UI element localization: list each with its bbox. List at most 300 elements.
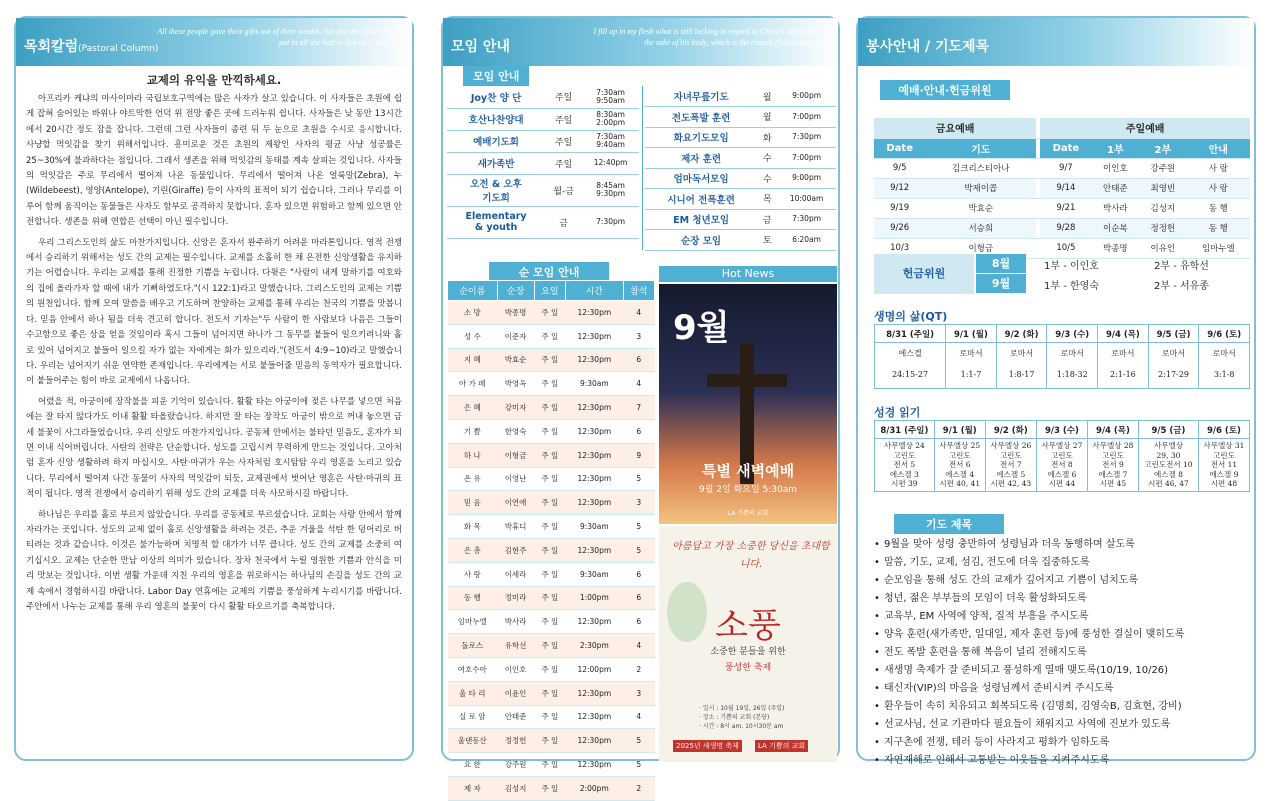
soon-cell: 박사라	[497, 610, 534, 634]
meeting-day: 금	[545, 206, 582, 238]
meeting-name: 새가족반	[447, 152, 545, 174]
soon-cell: 강미자	[497, 396, 534, 420]
qt-ref: 1:8-17	[996, 360, 1047, 388]
soon-cell: 주 일	[534, 586, 565, 610]
soon-cell: 주 일	[534, 753, 565, 777]
meetings-verse: I fill up in my flesh what is still lacking in regard to Christ's afflictions, for the sake of his body, which is the church (Colossians 1:24)	[593, 27, 832, 47]
soon-cell: 12:30pm	[566, 443, 624, 467]
soon-cell: 성 수	[448, 324, 498, 348]
soon-cell: 12:30pm	[566, 491, 624, 515]
worship-cell: 이형금	[925, 238, 1036, 258]
soon-cell: 3	[623, 491, 654, 515]
prayer-item: • 선교사님, 선교 기관마다 필요들이 채워지고 사역에 진보가 있도록	[874, 716, 1250, 734]
reading-cell: 사무엘상 26 고린도 전서 7 에스겔 5 시편 42, 43	[985, 439, 1036, 492]
schedule-row	[447, 206, 639, 238]
meetings-label: 모임 안내	[463, 66, 529, 86]
prayer-item: • 말씀, 기도, 교제, 섬김, 전도에 더욱 집중하도록	[874, 554, 1250, 572]
reading-table	[874, 420, 1250, 492]
worship-cell: 9/7	[1040, 158, 1091, 178]
column-paragraph: 하나님은 우리를 홀로 부르지 않았습니다. 우리를 공동체로 부르셨습니다. 교회는 사랑 안에서 함께 자라가는 곳입니다. 성도의 교제 없이 홀로 신앙생활을 하려는 것은, 추운 겨울을 석탄 한 덩어리로 버티려는 것과 같습니다. 이것은 불가능하며 치명적 할 대가가 너무 큽니다. 성도 간의 교제를 소중히 여기십시오. 교제는 단순한 만남 이상의 의미가 있습니다. 장차 천국에서 누릴 영원한 기쁨과 안식을 미리 맛보는 것입니다. 이번 생활 가운데 지친 우리의 영혼을 위로하시는 하나님의 손길을 성도 간의 교제 속에서 경험하시길 바랍니다. Labor Day 연휴에는 교제의 기쁨을 풍성하게 누리시기를 바랍니다. 주안에서 나누는 교제를 통해 우리 영혼의 불꽃이 다시 활활 타오르기를 축복합니다.	[26, 509, 402, 612]
soon-row	[448, 348, 655, 372]
meeting-time: 7:30pm	[777, 209, 836, 230]
soon-row	[448, 753, 655, 777]
qt-table	[874, 324, 1250, 389]
qt-book: 로마서	[1098, 343, 1149, 361]
meeting-time: 12:40pm	[582, 152, 639, 174]
soon-col-header: 순장	[497, 281, 534, 301]
meeting-day: 월	[757, 86, 777, 107]
soon-cell: 6	[623, 610, 654, 634]
reading-row	[875, 439, 1250, 492]
meeting-name: Joy찬 양 단	[447, 86, 545, 108]
poster-title: 특별 새벽예배	[701, 462, 795, 480]
worship-col-header: 1부	[1092, 138, 1140, 158]
soon-cell: 12:30pm	[566, 419, 624, 443]
meeting-name: 자녀무릎기도	[645, 86, 757, 107]
soon-cell: 7	[623, 396, 654, 420]
worship-cell: 10/5	[1040, 238, 1091, 258]
soon-cell: 5	[623, 729, 654, 753]
poster-subtitle: 9월 2일 화요일 5:30am	[699, 485, 797, 495]
soon-cell: 주 일	[534, 443, 565, 467]
soon-cell: 4	[623, 705, 654, 729]
schedule-left	[447, 86, 639, 239]
soon-cell: 사 랑	[448, 562, 498, 586]
qt-day-header: 8/31 (주일)	[875, 325, 946, 343]
soon-cell: 강주원	[497, 753, 534, 777]
schedule-row	[447, 108, 639, 130]
soon-cell: 12:30pm	[566, 538, 624, 562]
service-header	[858, 18, 1254, 66]
soon-cell: 주 일	[534, 301, 565, 325]
soon-cell: 주 일	[534, 324, 565, 348]
prayer-label: 기도 제목	[894, 514, 1004, 534]
soon-cell: 4	[623, 634, 654, 658]
soon-cell: 실 로 암	[448, 705, 498, 729]
meeting-time: 7:00pm	[777, 107, 836, 128]
qt-day-header: 9/3 (수)	[1047, 325, 1098, 343]
meeting-name: 전도폭발 훈련	[645, 107, 757, 128]
service-title: 봉사안내 / 기도제목	[866, 39, 990, 55]
worship-cell: 정정헌	[1139, 218, 1187, 238]
worship-cell: 이순복	[1092, 218, 1140, 238]
soon-cell: 이연애	[497, 491, 534, 515]
soon-col-header: 참석	[623, 281, 654, 301]
worship-table	[874, 118, 1250, 259]
soon-cell: 주 일	[534, 681, 565, 705]
soon-row	[448, 515, 655, 539]
meeting-name: 제자 훈련	[645, 148, 757, 169]
poster-month: 9월	[673, 308, 730, 348]
soon-cell: 12:30pm	[566, 681, 624, 705]
pastoral-header	[16, 18, 412, 66]
soon-cell: 박휴디	[497, 515, 534, 539]
soon-cell: 주 일	[534, 776, 565, 800]
worship-row	[874, 218, 1250, 238]
schedule-row	[645, 148, 836, 169]
offering-committee	[874, 254, 1250, 294]
soon-cell: 주 일	[534, 634, 565, 658]
qt-book-row	[875, 343, 1250, 361]
reading-day-header: 9/6 (토)	[1198, 421, 1249, 439]
reading-title: 성경 읽기	[874, 406, 921, 419]
soon-cell: 정미라	[497, 586, 534, 610]
meeting-day: 월-금	[545, 174, 582, 206]
worship-cell: 9/21	[1040, 198, 1091, 218]
soon-cell: 기 쁨	[448, 419, 498, 443]
worship-row	[874, 158, 1250, 178]
soon-cell: 9:30am	[566, 515, 624, 539]
soon-cell: 요 한	[448, 753, 498, 777]
soon-col-header: 순이름	[448, 281, 498, 301]
soon-cell: 믿 음	[448, 491, 498, 515]
worship-cell: 사 랑	[1187, 178, 1250, 198]
soon-cell: 12:30pm	[566, 324, 624, 348]
prayer-item: • 새생명 축제가 잘 준비되고 풍성하게 열매 맺도록(10/19, 10/26)	[874, 662, 1250, 680]
schedule-row	[645, 209, 836, 230]
soon-row	[448, 324, 655, 348]
pastoral-title: 목회칼럼	[24, 39, 79, 55]
reading-day-header: 8/31 (주일)	[875, 421, 935, 439]
soon-table	[447, 280, 655, 801]
qt-book: 에스겔	[875, 343, 946, 361]
soon-cell: 6	[623, 586, 654, 610]
reading-cell: 사무엘상 27 고린도 전서 8 에스겔 6 시편 44	[1036, 439, 1087, 492]
offering-month: 9월	[976, 274, 1026, 293]
soon-cell: 은 혜	[448, 396, 498, 420]
soon-cell: 울 타 리	[448, 681, 498, 705]
prayer-item: • 전도 폭발 훈련을 통해 복음이 널리 전해지도록	[874, 644, 1250, 662]
soon-row	[448, 681, 655, 705]
qt-ref: 1:1-7	[946, 360, 997, 388]
qt-book: 로마서	[1148, 343, 1199, 361]
soon-cell: 주 일	[534, 705, 565, 729]
soon-row	[448, 729, 655, 753]
pastoral-panel	[14, 16, 414, 761]
schedule-row	[645, 189, 836, 210]
meeting-time: 8:45am 9:30pm	[582, 174, 639, 206]
meetings-header	[443, 18, 838, 66]
soon-cell: 유학선	[497, 634, 534, 658]
meeting-day: 수	[757, 148, 777, 169]
meetings-title: 모임 안내	[451, 39, 510, 55]
soon-cell: 박영옥	[497, 372, 534, 396]
qt-book: 로마서	[1199, 343, 1250, 361]
festival-time: · 시간 : 8시 am, 10시30분 am	[699, 723, 784, 730]
meeting-name: 엄마독서모임	[645, 168, 757, 189]
schedule-right	[645, 86, 836, 251]
worship-cell: 김크리스티아나	[925, 158, 1036, 178]
soon-cell: 이영난	[497, 467, 534, 491]
dawn-service-poster	[659, 284, 837, 524]
qt-ref: 1:18-32	[1047, 360, 1098, 388]
column-heading: 교제의 유익을 만끽하세요.	[146, 73, 282, 87]
qt-ref-row	[875, 360, 1250, 388]
meeting-schedule	[447, 86, 834, 250]
meeting-time: 8:30am 2:00pm	[582, 108, 639, 130]
reading-cell: 사무엘상 31 고린도 전서 11 에스겔 9 시편 48	[1198, 439, 1249, 492]
soon-cell: 은 총	[448, 538, 498, 562]
soon-cell: 9	[623, 443, 654, 467]
soon-cell: 12:30pm	[566, 610, 624, 634]
schedule-row	[645, 230, 836, 251]
prayer-item: • 환우들이 속히 치유되고 회복되도록 (김명희, 김영숙B, 김효현, 강비)	[874, 698, 1250, 716]
soon-cell: 2:00pm	[566, 776, 624, 800]
meeting-time: 7:30pm	[777, 127, 836, 148]
qt-book: 로마서	[946, 343, 997, 361]
meeting-name: 호산나찬양대	[447, 108, 545, 130]
soon-cell: 박종명	[497, 301, 534, 325]
soon-cell: 6	[623, 348, 654, 372]
soon-cell: 안태준	[497, 705, 534, 729]
meeting-day: 금	[757, 209, 777, 230]
soon-cell: 12:30pm	[566, 467, 624, 491]
prayer-item: • 교육부, EM 사역에 양적, 질적 부흥을 주시도록	[874, 608, 1250, 626]
prayer-item: • 양육 훈련(새가족반, 일대일, 제자 훈련 등)에 풍성한 결실이 맺히도록	[874, 626, 1250, 644]
prayer-item: • 청년, 젊은 부부들의 모임이 더욱 활성화되도록	[874, 590, 1250, 608]
worship-col-header: 안내	[1187, 138, 1250, 158]
soon-row	[448, 634, 655, 658]
festival-place: · 장소 : 기쁨의 교회 (본당)	[699, 714, 770, 721]
worship-cell: 최영빈	[1139, 178, 1187, 198]
soon-cell: 12:30pm	[566, 301, 624, 325]
schedule-row	[447, 174, 639, 206]
festival-sub1: 소중한 분들을 위한	[710, 647, 786, 657]
reading-cell: 사무엘상 25 고린도 전서 6 에스겔 4 시편 40, 41	[934, 439, 985, 492]
soon-row	[448, 610, 655, 634]
soon-row	[448, 443, 655, 467]
soon-cell: 화 목	[448, 515, 498, 539]
qt-book: 로마서	[996, 343, 1047, 361]
reading-day-header: 9/2 (화)	[985, 421, 1036, 439]
soon-cell: 이준자	[497, 324, 534, 348]
soon-row	[448, 776, 655, 800]
soon-row	[448, 586, 655, 610]
soon-cell: 이윤인	[497, 681, 534, 705]
worship-row	[874, 198, 1250, 218]
worship-cell: 박종명	[1092, 238, 1140, 258]
reading-day-header: 9/1 (월)	[934, 421, 985, 439]
soon-row	[448, 419, 655, 443]
meeting-time: 7:00pm	[777, 148, 836, 169]
soon-row	[448, 538, 655, 562]
soon-cell: 9:30am	[566, 372, 624, 396]
worship-cell: 동 행	[1187, 198, 1250, 218]
hot-news-label: Hot News	[659, 266, 837, 282]
soon-cell: 주 일	[534, 467, 565, 491]
soon-cell: 9:30am	[566, 562, 624, 586]
soon-cell: 12:00pm	[566, 657, 624, 681]
soon-cell: 이인호	[497, 657, 534, 681]
worship-col-header: 2부	[1139, 138, 1187, 158]
pastoral-verse: All these people gave their gifts out of their wealth; but she out of her poverty put in all she had to live on (Luke 21:4)	[157, 27, 406, 47]
soon-cell: 온 유	[448, 467, 498, 491]
festival-poster	[659, 526, 837, 762]
soon-cell: 돌로스	[448, 634, 498, 658]
soon-cell: 주 일	[534, 610, 565, 634]
offering-second: 2부 - 유학선	[1154, 261, 1209, 272]
worship-cell: 9/19	[874, 198, 925, 218]
soon-cell: 주 일	[534, 729, 565, 753]
reading-day-header: 9/3 (수)	[1036, 421, 1087, 439]
meeting-time: 9:00pm	[777, 86, 836, 107]
soon-row	[448, 562, 655, 586]
meeting-day: 월	[757, 107, 777, 128]
qt-day-header: 9/1 (월)	[946, 325, 997, 343]
reading-cell: 사무엘상 29, 30 고린도전서 10 에스겔 8 시편 46, 47	[1139, 439, 1199, 492]
worship-cell: 9/26	[874, 218, 925, 238]
soon-label: 순 모임 안내	[489, 262, 609, 282]
schedule-row	[447, 152, 639, 174]
worship-col-header: Date	[1040, 138, 1091, 158]
friday-worship-title: 금요예배	[874, 118, 1036, 138]
meeting-time: 7:30am 9:40am	[582, 130, 639, 152]
worship-cell: 10/3	[874, 238, 925, 258]
meeting-day: 화	[757, 127, 777, 148]
soon-cell: 5	[623, 467, 654, 491]
soon-col-header: 시간	[566, 281, 624, 301]
column-paragraph: 어렸을 적, 아궁이에 장작불을 피운 기억이 있습니다. 활활 타는 아궁이에 젖은 나무를 넣으면 처음에는 잘 타지 않다가도 이내 활활 타올랐습니다. 하지만 잘 타는 장작도 아궁이 밖으로 꺼내 놓으면 금세 불꽃이 사그라들었습니다. 우리 신앙도 마찬가지입니다. 공동체 안에서는 불타던 믿음도, 혼자가 되면 이내 식어버립니다. 사탄의 전략은 단순합니다. 성도를 고립시켜 무력하게 만드는 것입니다. 고아처럼 혼자 신앙 생활하려 하지 마십시오. 사탄·마귀가 우는 사자처럼 호시탐탐 우리 영혼을 노리고 있습니다. 무리에서 떨어져 나간 동물이 사자의 먹잇감이 되듯, 교제권에서 벗어난 영혼은 사탄·마귀의 표적이 됩니다. 영적 전쟁에서 승리하기 위해 성도 간의 교제를 더욱 사모하시길 바랍니다.	[26, 396, 402, 500]
soon-row	[448, 301, 655, 325]
festival-title: 소풍	[715, 606, 781, 646]
soon-cell: 김현주	[497, 538, 534, 562]
qt-day-header: 9/6 (토)	[1199, 325, 1250, 343]
soon-cell: 12:30pm	[566, 729, 624, 753]
worship-cell: 9/5	[874, 158, 925, 178]
qt-day-header: 9/5 (금)	[1148, 325, 1199, 343]
festival-church: LA 기쁨의 교회	[755, 740, 808, 752]
meeting-day: 수	[757, 168, 777, 189]
meeting-day: 목	[757, 189, 777, 210]
worship-cell: 이인호	[1092, 158, 1140, 178]
worship-cell: 김성지	[1139, 198, 1187, 218]
soon-cell: 1:00pm	[566, 586, 624, 610]
soon-cell: 제 자	[448, 776, 498, 800]
worship-row	[874, 178, 1250, 198]
worship-group-row	[874, 118, 1250, 138]
festival-footer: 2025년 새생명 축제	[673, 740, 742, 752]
soon-row	[448, 705, 655, 729]
qt-title: 생명의 삶(QT)	[874, 310, 948, 323]
soon-cell: 여호수아	[448, 657, 498, 681]
worship-cell: 9/12	[874, 178, 925, 198]
offering-second: 2부 - 서유종	[1154, 281, 1209, 292]
soon-cell: 주 일	[534, 396, 565, 420]
soon-cell: 5	[623, 515, 654, 539]
column-paragraph: 아프리카 케냐의 마사이마라 국립보호구역에는 많은 사자가 살고 있습니다. 이 사자들은 초원에 쉽게 잡혀 숨어있는 바위나 야트막한 언덕 위 전망 좋은 곳에 드러누워 쉽니다. 사자들은 낮 동안 13시간에서 20시간 정도 잠을 잡니다. 그런데 그런 사자들이 종련 뒤 두 눈으로 초원을 수시로 응시합니다. 사냥할 먹잇감을 찾기 위해서입니다. 흥미로운 것은 초원의 제왕인 사자의 평균 사냥 성공률은 25~30%에 불과하다는 점입니다. 그래서 생존을 위해 먹잇감의 동태를 계속 살피는 것입니다. 사자들의 먹잇감은 주로 무리에서 떨어져 나온 동물입니다. 무리에서 떨어져 나온 얼룩말(Zebra), 누(Wildebeest), 영양(Antelope), 기린(Giraffe) 등이 사자의 표적이 되기 쉽습니다. 그러나 무리를 이루어 함께 움직이는 동물들은 사자도 함부로 공격하지 못합니다. 혼자 있으면 위험하고 함께 있으면 안전합니다. 생존을 위해 연합은 선택이 아닌 필수입니다.	[26, 94, 402, 228]
soon-row	[448, 657, 655, 681]
meeting-day: 주일	[545, 108, 582, 130]
meeting-name: EM 청년모임	[645, 209, 757, 230]
offering-month: 8월	[976, 254, 1026, 273]
worship-cell: 강주원	[1139, 158, 1187, 178]
soon-cell: 김성지	[497, 776, 534, 800]
soon-cell: 12:30pm	[566, 705, 624, 729]
soon-cell: 주 일	[534, 348, 565, 372]
meeting-name: Elementary & youth	[447, 206, 545, 238]
soon-cell: 5	[623, 753, 654, 777]
soon-cell: 이형금	[497, 443, 534, 467]
soon-cell: 2:30pm	[566, 634, 624, 658]
offering-first: 1부 - 이인호	[1044, 261, 1099, 272]
prayer-item: • 9월을 맞아 성령 충만하여 성령님과 더욱 동행하며 살도록	[874, 536, 1250, 554]
qt-ref: 2:1-16	[1098, 360, 1149, 388]
reading-day-header: 9/4 (목)	[1087, 421, 1138, 439]
reading-cell: 사무엘상 28 고린도 전서 9 에스겔 7 시편 45	[1087, 439, 1138, 492]
sunday-worship-title: 주일예배	[1040, 118, 1250, 138]
worship-cell: 이유인	[1139, 238, 1187, 258]
soon-cell: 3	[623, 324, 654, 348]
reading-header-row	[875, 421, 1250, 439]
meeting-time: 6:20am	[777, 230, 836, 251]
poster-logo: LA 기쁨의 교회	[727, 510, 769, 517]
festival-date: · 일시 : 10월 19일, 26일 (주일)	[699, 705, 785, 712]
meeting-day: 주일	[545, 86, 582, 108]
prayer-item: • 태신자(VIP)의 마음을 성령님께서 준비시켜 주시도록	[874, 680, 1250, 698]
soon-cell: 주 일	[534, 372, 565, 396]
soon-header-row	[448, 281, 655, 301]
soon-cell: 울댄동산	[448, 729, 498, 753]
soon-cell: 동 행	[448, 586, 498, 610]
prayer-item: • 지구촌에 전쟁, 테러 등이 사라지고 평화가 임하도록	[874, 734, 1250, 752]
schedule-divider	[642, 86, 643, 250]
service-panel	[856, 16, 1256, 766]
schedule-row	[645, 168, 836, 189]
soon-col-header: 요일	[534, 281, 565, 301]
worship-col-row	[874, 138, 1250, 158]
soon-cell: 2	[623, 657, 654, 681]
prayer-item: • 자연재해로 인해서 고통받는 이웃들을 지켜주시도록	[874, 752, 1250, 770]
soon-cell: 3	[623, 681, 654, 705]
soon-cell: 임마누엘	[448, 610, 498, 634]
reading-day-header: 9/5 (금)	[1139, 421, 1199, 439]
worship-cell: 안태준	[1092, 178, 1140, 198]
soon-cell: 4	[623, 372, 654, 396]
soon-row	[448, 396, 655, 420]
worship-col-header: Date	[874, 138, 925, 158]
soon-cell: 박효순	[497, 348, 534, 372]
schedule-row	[645, 86, 836, 107]
meeting-time: 7:30pm	[582, 206, 639, 238]
soon-cell: 주 일	[534, 657, 565, 681]
soon-cell: 5	[623, 538, 654, 562]
schedule-row	[645, 107, 836, 128]
schedule-row	[447, 130, 639, 152]
soon-cell: 정정헌	[497, 729, 534, 753]
worship-cell: 박제이콥	[925, 178, 1036, 198]
worship-cell: 사 랑	[1187, 158, 1250, 178]
soon-cell: 아 가 페	[448, 372, 498, 396]
worship-cell: 9/28	[1040, 218, 1091, 238]
meeting-time: 9:00pm	[777, 168, 836, 189]
column-paragraph: 우리 그리스도인의 삶도 마찬가지입니다. 신앙은 혼자서 완주하기 어려운 마라톤입니다. 영적 전쟁에서 승리하기 위해서는 성도 간의 교제는 필수입니다. 교제를 소홀히 한 채 온전한 신앙생활을 유지하기는 어렵습니다. 우리는 교제를 통해 진정한 기쁨을 누립니다. 다윗은 "사람이 내게 말하기를 여호와의 집에 올라가자 할 때에 내가 기뻐하였도다."(시 122:1)라고 말했습니다. 그리스도인의 교제는 기쁨의 원천입니다. 함께 모여 말씀을 배우고 기도하며 찬양하는 교제를 통해 우리는 천국의 기쁨을 맛봅니다. 믿음 안에서 하나 됨을 더욱 견고히 합니다. 전도서 기자는"두 사람이 한 사람보다 나음은 그들이 수고함으로 좋은 상을 얻을 것임이라 혹시 그들이 넘어지면 하나가 그 동무를 붙들어 일으키려니와 홀로 있어 넘어지고 붙들어 일으킬 자가 없는 자에게는 화가 있으리라."(전도서 4:9~10)라고 말했습니다. 우리는 넘어지기 쉬운 연약한 존재입니다. 우리에게는 서로 붙들어줄 믿음의 동역자가 필요합니다. 이 붙들어주는 힘이 바로 교제에서 나옵니다.	[26, 237, 402, 387]
soon-cell: 이세라	[497, 562, 534, 586]
meeting-time: 7:30am 9:50am	[582, 86, 639, 108]
offering-first: 1부 - 한영숙	[1044, 281, 1099, 292]
soon-cell: 지 혜	[448, 348, 498, 372]
meeting-time: 10:00am	[777, 189, 836, 210]
meeting-name: 오전 & 오후 기도회	[447, 174, 545, 206]
qt-ref: 3:1-8	[1199, 360, 1250, 388]
schedule-row	[645, 127, 836, 148]
meeting-name: 화요기도모임	[645, 127, 757, 148]
soon-cell: 소 망	[448, 301, 498, 325]
soon-cell: 6	[623, 562, 654, 586]
soon-row	[448, 467, 655, 491]
soon-cell: 하 나	[448, 443, 498, 467]
meetings-panel	[441, 16, 840, 793]
festival-sub2: 풍성한 축제	[724, 663, 772, 673]
